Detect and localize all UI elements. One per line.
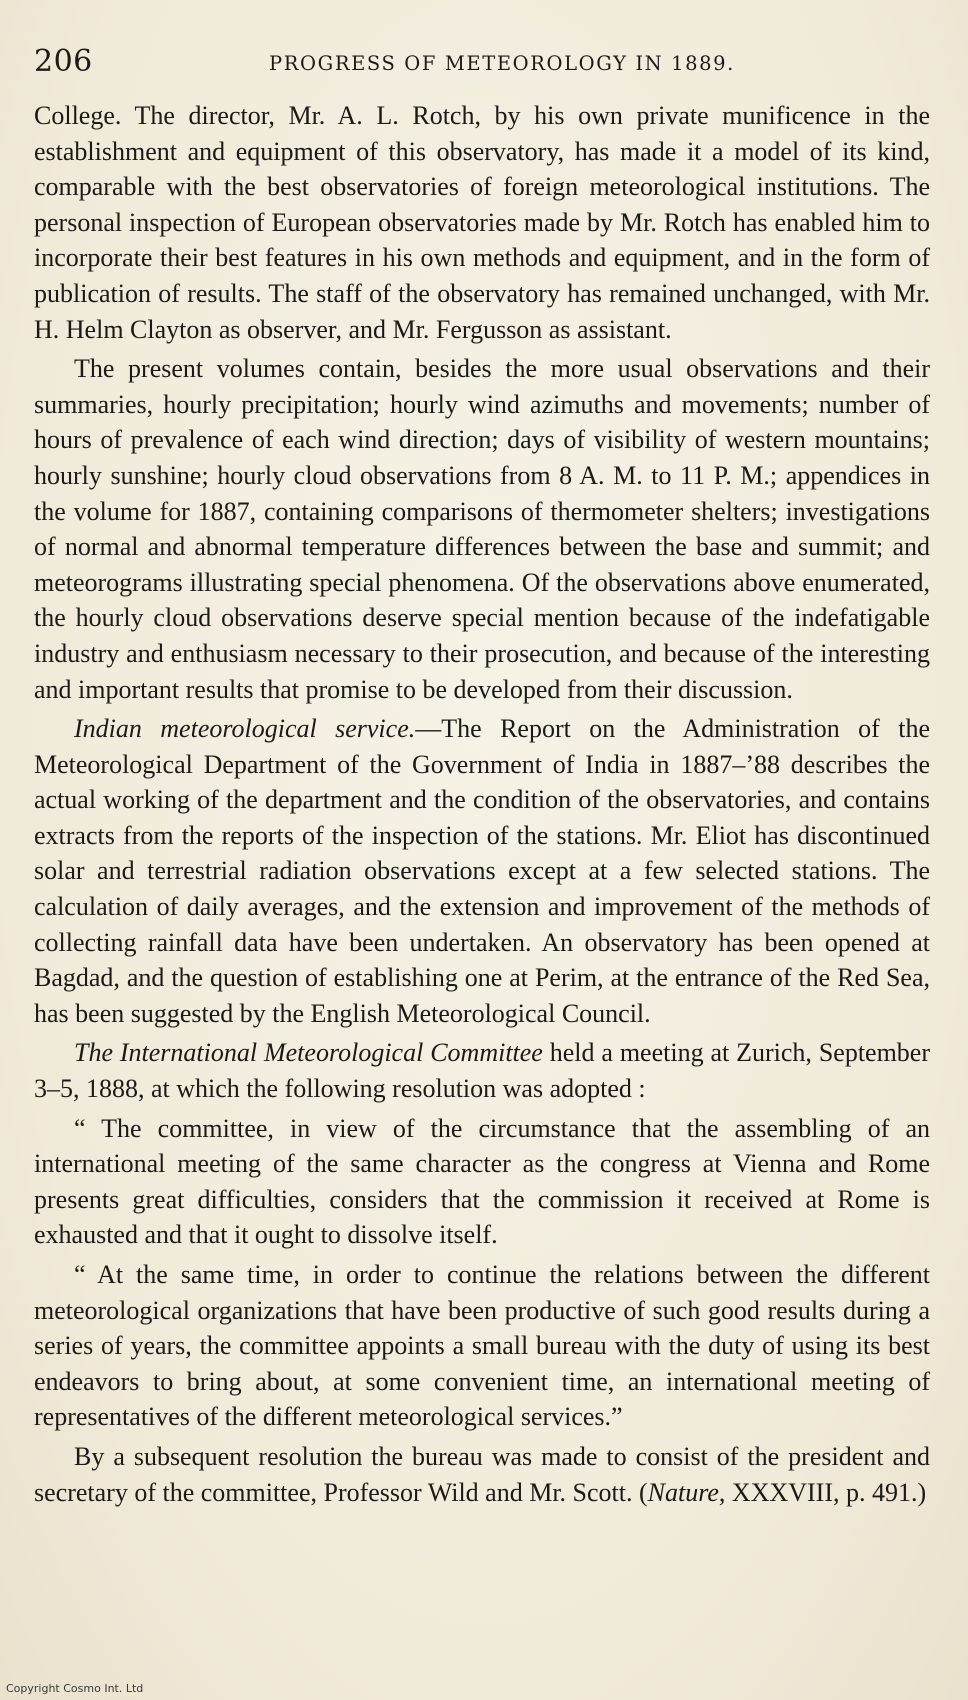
paragraph-text: College. The director, Mr. A. L. Rotch, by his own private munificence in the establishment and equipment of this observatory, has made it a model of its kind, comparable with the best observatories of foreign meteorological institutions. The personal inspection of European observatories made by Mr. Rotch has enabled him to incorporate their best features in his own methods and equipment, and in the form of publication of results. The staff of the observatory has remained unchanged, with Mr. H. Helm Clayton as observer, and Mr. Fergusson as assistant. [34,101,930,344]
citation-journal: Nature [647,1477,719,1507]
paragraph-lead: The International Meteorological Committee [74,1038,543,1068]
paragraph-indian-service [34,711,930,1031]
paragraph-international-committee [34,1035,930,1106]
paragraph-text: held a meeting at Zurich, September 3–5, 1888, at which the following resolution was adopted : [34,1038,931,1104]
quote-paragraph-1 [34,1111,930,1253]
paragraph-lead: Indian meteorological service. [74,714,416,744]
paragraph-text: —The Report on the Administration of the Meteorological Department of the Government of India in 1887–’88 describes the actual working of the department and the condition of the observatories, and contains extracts from the reports of the inspection of the stations. Mr. Eliot has discontinued solar and terrestrial radiation observations except at a few selected stations. The calculation of daily averages, and the extension and improvement of the methods of collecting rainfall data have been undertaken. An observatory has been opened at Bagdad, and the question of establishing one at Perim, at the entrance of the Red Sea, has been suggested by the English Meteorological Council. [34,714,930,1028]
body-text [34,98,930,1514]
copyright-watermark: Copyright Cosmo Int. Ltd [6,1682,144,1695]
paragraph-observatory [34,98,930,347]
citation-page: , p. 491.) [833,1477,927,1507]
page-header [34,44,930,84]
paragraph-bureau: By a subsequent resolution the bureau was made to consist of the president and secretary of the committee, Professor Wild and Mr. Scott. (Nature, XXXVIII, p. 491.) [34,1441,930,1507]
paragraph-text: The present volumes contain, besides the more usual observations and their summaries, hourly precipitation; hourly wind azimuths and movements; number of hours of prevalence of each wind direction; days of visibility of western mountains; hourly sunshine; hourly cloud observations from 8 A. M. to 11 P. M.; appendices in the volume for 1887, containing comparisons of thermometer shelters; investigations of normal and abnormal temperature differences between the base and summit; and meteorograms illustrating special phenomena. Of the observations above enumerated, the hourly cloud observations deserve special mention because of the indefatigable industry and enthusiasm necessary to their prosecution, and because of the interesting and important results that promise to be developed from their discussion. [34,354,930,704]
quote-paragraph-2 [34,1257,930,1435]
paragraph-text: By a subsequent resolution the bureau was made to consist of the president and secretary of the committee, Professor Wild and Mr. Scott. ( [34,1441,930,1507]
paragraph-volumes [34,351,930,707]
paragraph-text: “ At the same time, in order to continue the relations between the different meteorological organizations that have been productive of such good results during a series of years, the committee appoints a small bureau with the duty of using its best endeavors to bring about, at some convenient time, an international meeting of representatives of the different meteorological services.” [34,1260,930,1432]
paragraph-text: “ The committee, in view of the circumstance that the assembling of an international meeting of the same character as the congress at Vienna and Rome presents great difficulties, considers that the commission it received at Rome is exhausted and that it ought to dissolve itself. [34,1113,930,1250]
page-number: 206 [34,44,93,79]
running-head: PROGRESS OF METEOROLOGY IN 1889. [269,52,735,75]
citation-volume: XXXVIII [731,1477,834,1507]
